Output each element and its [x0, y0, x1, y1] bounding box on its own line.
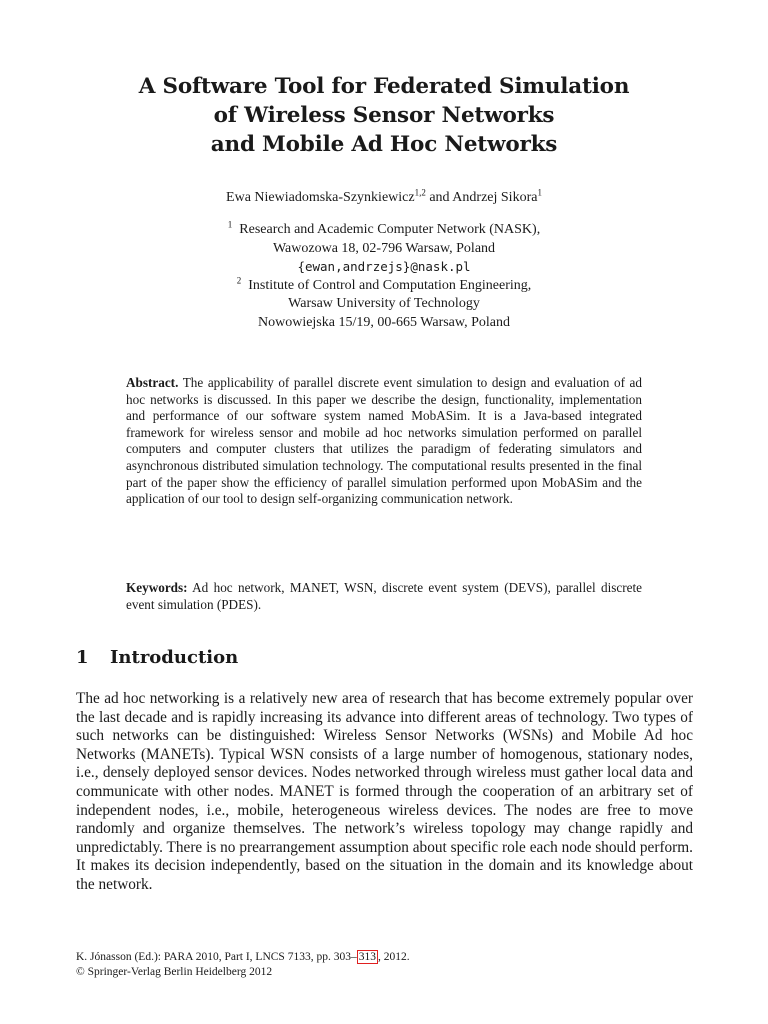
affiliation-2-line-1 — [0, 277, 768, 296]
author-list — [0, 188, 768, 208]
paper-title — [0, 72, 768, 159]
keywords-label: Keywords: — [126, 580, 188, 595]
affiliation-mark: 1 — [227, 219, 233, 230]
title-line-1: A Software Tool for Federated Simulation — [138, 74, 630, 99]
abstract-text: The applicability of parallel discrete event simulation to design and evaluation of ad hoc networks is discussed. In this paper we describe the design, functionality, implementation and performance of our software system named MobASim. It is a Java-based integrated framework for wireless sensor and mobile ad hoc networks simulation performed on parallel computers and computer clusters that utilizes the paradigm of federating simulators and asynchronous distributed simulation technology. The computational results presented in the final part of the paper show the efficiency of parallel simulation performed upon MobASim and the application of our tool to design self-organizing communication network. — [126, 375, 643, 507]
affiliation-1-line-1 — [0, 221, 768, 240]
page-link[interactable]: 313 — [358, 951, 376, 963]
citation-line — [76, 950, 410, 965]
author-name: Ewa Niewiadomska-Szynkiewicz — [226, 190, 415, 205]
affiliation-text: Institute of Control and Computation Engineering, — [248, 277, 532, 293]
abstract — [126, 375, 642, 508]
section-title: Introduction — [110, 647, 239, 668]
author-name: Andrzej Sikora — [452, 190, 538, 205]
author-affil-mark: 1,2 — [414, 187, 426, 198]
affiliation-2-line-2: Warsaw University of Technology — [288, 296, 480, 312]
author-conjunction: and — [425, 190, 453, 205]
citation-text-end: , 2012. — [377, 951, 410, 963]
keywords — [126, 580, 642, 613]
abstract-label: Abstract. — [126, 375, 179, 390]
affiliation-mark: 2 — [236, 275, 242, 286]
intro-paragraph: The ad hoc networking is a relatively new area of research that has become extremely popular over the last decade and is rapidly increasing its advance into different areas of technology. Two types of such networks can be distinguished: Wireless Sensor Networks (WSNs) and Mobile Ad hoc Networks (MANETs). Typical WSN consists of a large number of homogenous, stationary nodes, i.e., densely deployed sensor devices. Nodes networked through wireless must gather local data and communicate with other nodes. MANET is formed through the cooperation of an arbitrary set of independent nodes, i.e., mobile, heterogeneous wireless devices. The nodes are free to move randomly and organize themselves. The network’s wireless topology may change rapidly and unpredictably. There is no prearrangement assumption about specific role each node should perform. It makes its decision independently, based on the situation in the domain and its knowledge about the network. — [76, 690, 693, 893]
title-line-3: and Mobile Ad Hoc Networks — [210, 132, 558, 157]
section-number: 1 — [76, 647, 89, 668]
affiliation-text: Research and Academic Computer Network (NASK), — [239, 222, 541, 237]
keywords-text: Ad hoc network, MANET, WSN, discrete event system (DEVS), parallel discrete event simulation (PDES). — [126, 580, 642, 612]
citation-footer — [76, 950, 410, 980]
affiliation-email[interactable]: {ewan,andrzejs}@nask.pl — [297, 259, 471, 275]
author-affil-mark: 1 — [537, 187, 542, 198]
affiliations — [0, 221, 768, 333]
copyright-line: © Springer-Verlag Berlin Heidelberg 2012 — [76, 966, 273, 978]
section-heading — [76, 647, 238, 668]
citation-text: K. Jónasson (Ed.): PARA 2010, Part I, LNCS 7133, pp. 303– — [76, 951, 357, 963]
affiliation-1-line-2: Wawozowa 18, 02-796 Warsaw, Poland — [272, 240, 496, 256]
title-line-2: of Wireless Sensor Networks — [213, 103, 555, 128]
affiliation-2-line-3: Nowowiejska 15/19, 00-665 Warsaw, Poland — [257, 314, 510, 330]
